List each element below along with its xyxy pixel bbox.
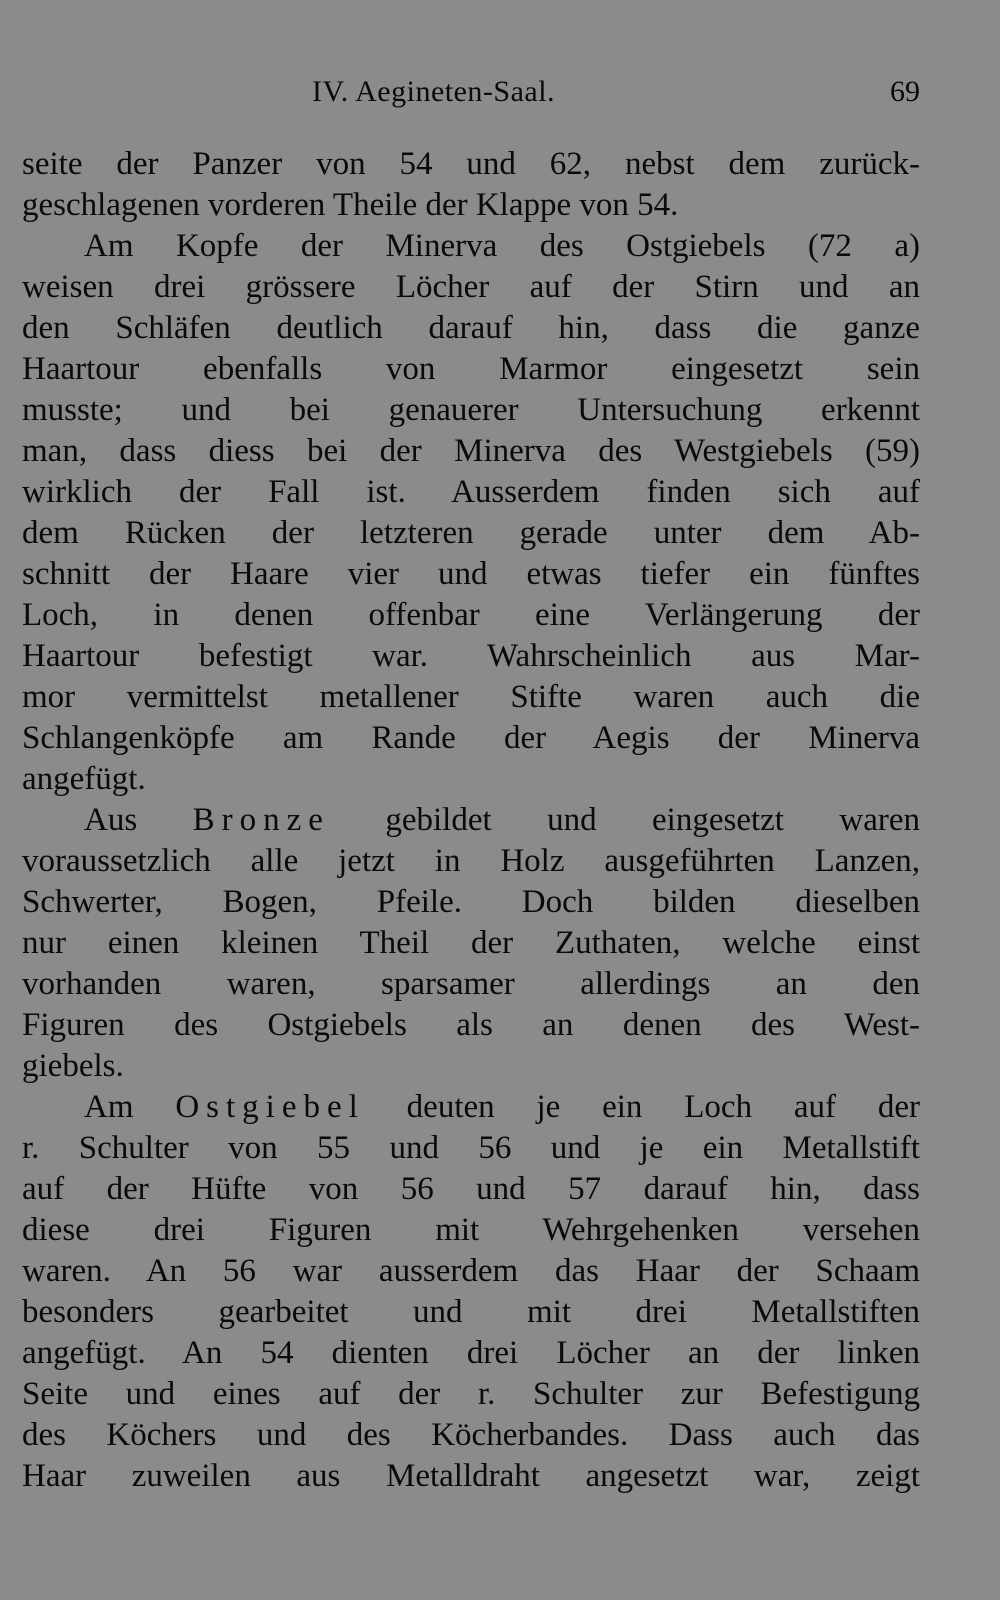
text-line: den Schläfen deutlich darauf hin, dass die ganze <box>22 310 920 346</box>
text-line: Haar zuweilen aus Metalldraht angesetzt war, zeigt <box>22 1458 920 1494</box>
text-line: angefügt. An 54 dienten drei Löcher an der linken <box>22 1335 920 1371</box>
text-line: waren. An 56 war ausserdem das Haar der Schaam <box>22 1253 920 1289</box>
text-line: seite der Panzer von 54 und 62, nebst dem zurück- <box>22 146 920 182</box>
text-line: r. Schulter von 55 und 56 und je ein Metallstift <box>22 1130 920 1166</box>
text-line: besonders gearbeitet und mit drei Metallstiften <box>22 1294 920 1330</box>
emphasis-prefix: Aus <box>84 802 138 838</box>
text-line: weisen drei grössere Löcher auf der Stirn und an <box>22 269 920 305</box>
running-header <box>22 72 920 112</box>
text-line: wirklich der Fall ist. Ausserdem finden sich auf <box>22 474 920 510</box>
text-line: Seite und eines auf der r. Schulter zur Befestigung <box>22 1376 920 1412</box>
text-line: Haartour ebenfalls von Marmor eingesetzt sein <box>22 351 920 387</box>
text-line: diese drei Figuren mit Wehrgehenken versehen <box>22 1212 920 1248</box>
text-line: giebels. <box>22 1048 124 1084</box>
emphasis-spaced-word: Bronze <box>192 802 330 838</box>
text-line: des Köchers und des Köcherbandes. Dass auch das <box>22 1417 920 1453</box>
text-line: geschlagenen vorderen Theile der Klappe von 54. <box>22 187 679 223</box>
text-line: Loch, in denen offenbar eine Verlängerung der <box>22 597 920 633</box>
text-line: Schlangenköpfe am Rande der Aegis der Minerva <box>22 720 920 756</box>
text-line: Schwerter, Bogen, Pfeile. Doch bilden dieselben <box>22 884 920 920</box>
text-line: angefügt. <box>22 761 146 797</box>
text-line: voraussetzlich alle jetzt in Holz ausgeführten Lanzen, <box>22 843 920 879</box>
text-line <box>22 800 920 841</box>
text-line: man, dass diess bei der Minerva des Westgiebels (59) <box>22 433 920 469</box>
text-line: dem Rücken der letzteren gerade unter dem Ab- <box>22 515 920 551</box>
text-line: musste; und bei genauerer Untersuchung erkennt <box>22 392 920 428</box>
text-line-rest: deuten je ein Loch auf der <box>406 1089 920 1125</box>
text-line: Figuren des Ostgiebels als an denen des West- <box>22 1007 920 1043</box>
text-line-rest: gebildet und eingesetzt waren <box>385 802 920 838</box>
book-page <box>22 72 920 1497</box>
text-line: auf der Hüfte von 56 und 57 darauf hin, dass <box>22 1171 920 1207</box>
emphasis-spaced-word: Ostgiebel <box>175 1089 365 1125</box>
body-text <box>22 144 920 1497</box>
text-line: nur einen kleinen Theil der Zuthaten, welche einst <box>22 925 920 961</box>
chapter-title: IV. Aegineten-Saal. <box>312 75 556 108</box>
text-line: Haartour befestigt war. Wahrscheinlich aus Mar- <box>22 638 920 674</box>
text-line: Am Kopfe der Minerva des Ostgiebels (72 a) <box>84 228 920 264</box>
text-line: mor vermittelst metallener Stifte waren auch die <box>22 679 920 715</box>
emphasis-prefix: Am <box>84 1089 134 1125</box>
text-line: schnitt der Haare vier und etwas tiefer ein fünftes <box>22 556 920 592</box>
text-line <box>22 1087 920 1128</box>
page-number: 69 <box>890 75 920 108</box>
text-line: vorhanden waren, sparsamer allerdings an den <box>22 966 920 1002</box>
